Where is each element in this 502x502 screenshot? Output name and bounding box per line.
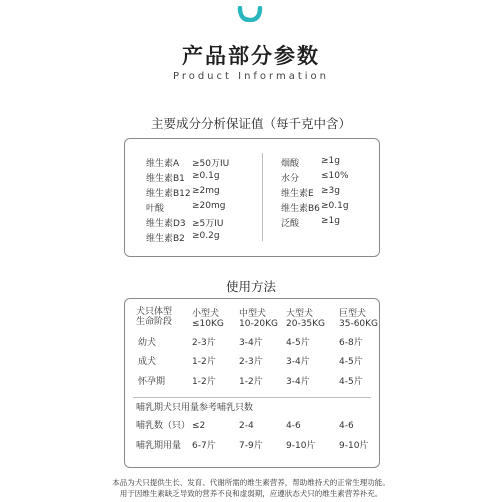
nutrient-value: ≥3g [321,186,340,196]
usage-box [124,298,380,468]
size-large-name: 大型犬 [286,309,314,319]
page-subtitle: Product Information [172,71,330,82]
table-cell: 1-2片 [192,377,216,387]
table-cell: 3-4片 [239,338,263,348]
footnote-line-1: 本品为犬只提供生长、发育、代谢所需的维生素营养，帮助维持犬的正常生理功能。 [112,478,390,487]
table-cell: 4-6 [286,421,301,431]
nutrient-name: 叶酸 [146,204,165,214]
size-giant-name: 巨型犬 [339,309,367,319]
nutrient-value: ≥0.1g [192,171,220,181]
table-cell: ≤2 [192,421,206,431]
nutrient-value: ≥2mg [192,186,220,196]
usage-corner-label-2: 生命阶段 [136,317,173,327]
table-cell: 7-9片 [239,441,263,451]
footnote-line-2: 用于因维生素缺乏导致的营养不良和虚弱期，应遵狀态犬只的维生素营养补充。 [119,489,383,498]
table-cell: 2-4 [239,421,254,431]
nutrient-name: 泛酸 [281,219,300,229]
nutrient-name: 维生素D3 [146,219,186,229]
page-title: 产品部分参数 [182,44,320,68]
nutrient-name: 水分 [281,174,300,184]
nutrient-name: 维生素A [146,159,180,169]
table-cell: 1-2片 [192,357,216,367]
table-cell: 3-4片 [286,357,310,367]
table-cell: 3-4片 [286,377,310,387]
stage-puppy-label: 幼犬 [138,338,157,348]
stage-pregnancy-label: 怀孕期 [138,377,166,387]
table-cell: 2-3片 [192,338,216,348]
table-cell: 9-10片 [286,441,316,451]
nutrient-name: 维生素B12 [146,189,191,199]
stage-adult-label: 成犬 [138,357,157,367]
table-cell: 9-10片 [339,441,369,451]
analysis-heading: 主要成分分析保证值（每千克中含） [150,116,351,131]
table-cell: 4-6 [339,421,354,431]
analysis-divider [262,153,263,241]
usage-heading: 使用方法 [225,279,276,294]
nutrient-value: ≥1g [321,156,340,166]
size-giant-weight: 35-60KG [339,319,379,329]
size-medium-name: 中型犬 [239,309,267,319]
nutrient-name: 维生素B2 [146,234,185,244]
table-divider [133,397,371,398]
nutrient-name: 维生素B6 [281,204,320,214]
nutrient-name: 维生素B1 [146,174,185,184]
lactation-title: 哺乳期犬只用量参考哺乳只数 [136,403,254,413]
size-medium-weight: 10-20KG [239,319,279,329]
nutrient-value: ≥1g [321,216,340,226]
nutrient-name: 维生素E [281,189,314,199]
usage-corner-label-1: 犬只体型 [136,307,173,317]
size-large-weight: 20-35KG [286,319,326,329]
nutrient-value: ≥0.1g [321,201,349,211]
table-cell: 1-2片 [239,377,263,387]
nutrient-name: 烟酸 [281,159,300,169]
table-cell: 2-3片 [239,357,263,367]
lactation-count-label: 哺乳数（只） [136,421,191,431]
table-cell: 6-7片 [192,441,216,451]
nutrient-value: ≥50万IU [192,159,230,169]
table-cell: 4-5片 [339,377,363,387]
table-cell: 4-5片 [339,357,363,367]
brand-logo-icon [237,6,263,22]
size-small-name: 小型犬 [192,309,220,319]
analysis-box [124,138,380,257]
nutrient-value: ≥20mg [192,201,226,211]
nutrient-value: ≥0.2g [192,231,220,241]
nutrient-value: ≥5万IU [192,219,224,229]
nutrient-value: ≤10% [321,171,349,181]
size-small-weight: ≤10KG [192,319,224,329]
table-cell: 6-8片 [339,338,363,348]
table-cell: 4-5片 [286,338,310,348]
lactation-dose-label: 哺乳期用量 [136,441,182,451]
